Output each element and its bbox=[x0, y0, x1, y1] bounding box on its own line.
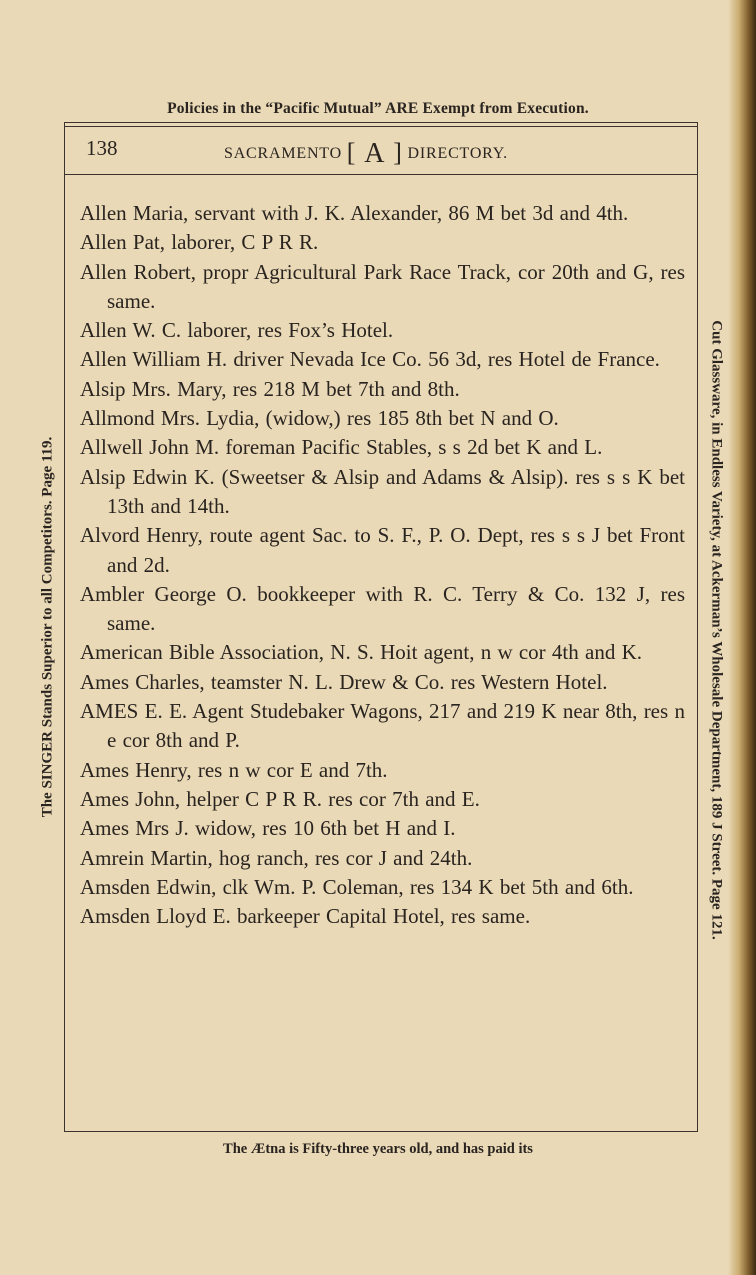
right-margin-advertisement: Cut Glassware, in Endless Variety, at Ackerman’s Wholesale Department, 189 J Street. Page 121. bbox=[708, 320, 725, 940]
frame-top-rule bbox=[64, 126, 698, 127]
directory-entry: AMES E. E. Agent Studebaker Wagons, 217 and 219 K near 8th, res n e cor 8th and P. bbox=[80, 699, 685, 753]
city-label: SACRAMENTO bbox=[224, 145, 342, 162]
left-margin-advertisement: The SINGER Stands Superior to all Competitors. Page 119. bbox=[39, 436, 56, 818]
running-head-title bbox=[224, 138, 508, 170]
directory-entry: Ames Charles, teamster N. L. Drew & Co. res Western Hotel. bbox=[80, 669, 608, 694]
page-edge bbox=[728, 0, 756, 1275]
header-rule bbox=[64, 174, 698, 175]
directory-entry: Allmond Mrs. Lydia, (widow,) res 185 8th bet N and O. bbox=[80, 406, 559, 431]
directory-entries bbox=[80, 199, 685, 931]
page-number: 138 bbox=[86, 136, 118, 160]
directory-entry: Ambler George O. bookkeeper with R. C. Terry & Co. 132 J, res same. bbox=[80, 581, 685, 636]
directory-entry: Amrein Martin, hog ranch, res cor J and 24th. bbox=[80, 845, 473, 870]
section-letter: A bbox=[364, 138, 386, 169]
directory-entry: Alsip Edwin K. (Sweetser & Alsip and Adams & Alsip). res s s K bet 13th and 14th. bbox=[80, 464, 685, 518]
directory-entry: Ames John, helper C P R R. res cor 7th and E. bbox=[80, 786, 480, 811]
directory-entry: Allen Robert, propr Agricultural Park Race Track, cor 20th and G, res same. bbox=[80, 259, 685, 313]
directory-entry: Allen Maria, servant with J. K. Alexander, 86 M bet 3d and 4th. bbox=[80, 201, 629, 225]
directory-entry: Alvord Henry, route agent Sac. to S. F., P. O. Dept, res s s J bet Front and 2d. bbox=[80, 523, 685, 577]
directory-entry: American Bible Association, N. S. Hoit agent, n w cor 4th and K. bbox=[80, 640, 642, 665]
directory-entry: Alsip Mrs. Mary, res 218 M bet 7th and 8th. bbox=[80, 376, 460, 401]
directory-entry: Ames Mrs J. widow, res 10 6th bet H and I. bbox=[80, 816, 456, 841]
directory-entry: Allwell John M. foreman Pacific Stables, s s 2d bet K and L. bbox=[80, 435, 603, 460]
directory-entry: Amsden Lloyd E. barkeeper Capital Hotel, res same. bbox=[80, 904, 531, 929]
directory-label: DIRECTORY. bbox=[407, 145, 508, 162]
directory-entry: Amsden Edwin, clk Wm. P. Coleman, res 134 K bet 5th and 6th. bbox=[80, 874, 634, 899]
directory-entry: Allen Pat, laborer, C P R R. bbox=[80, 230, 319, 255]
running-header bbox=[64, 130, 698, 172]
directory-entry: Allen W. C. laborer, res Fox’s Hotel. bbox=[80, 318, 394, 343]
directory-entry: Allen William H. driver Nevada Ice Co. 56 3d, res Hotel de France. bbox=[80, 347, 660, 372]
bracket-open: [ bbox=[346, 138, 357, 167]
directory-entry: Ames Henry, res n w cor E and 7th. bbox=[80, 757, 388, 782]
bottom-advertisement-banner: The Ætna is Fifty-three years old, and has paid its bbox=[223, 1141, 533, 1157]
bracket-close: ] bbox=[393, 138, 403, 167]
top-advertisement-banner: Policies in the “Pacific Mutual” ARE Exempt from Execution. bbox=[167, 100, 589, 117]
